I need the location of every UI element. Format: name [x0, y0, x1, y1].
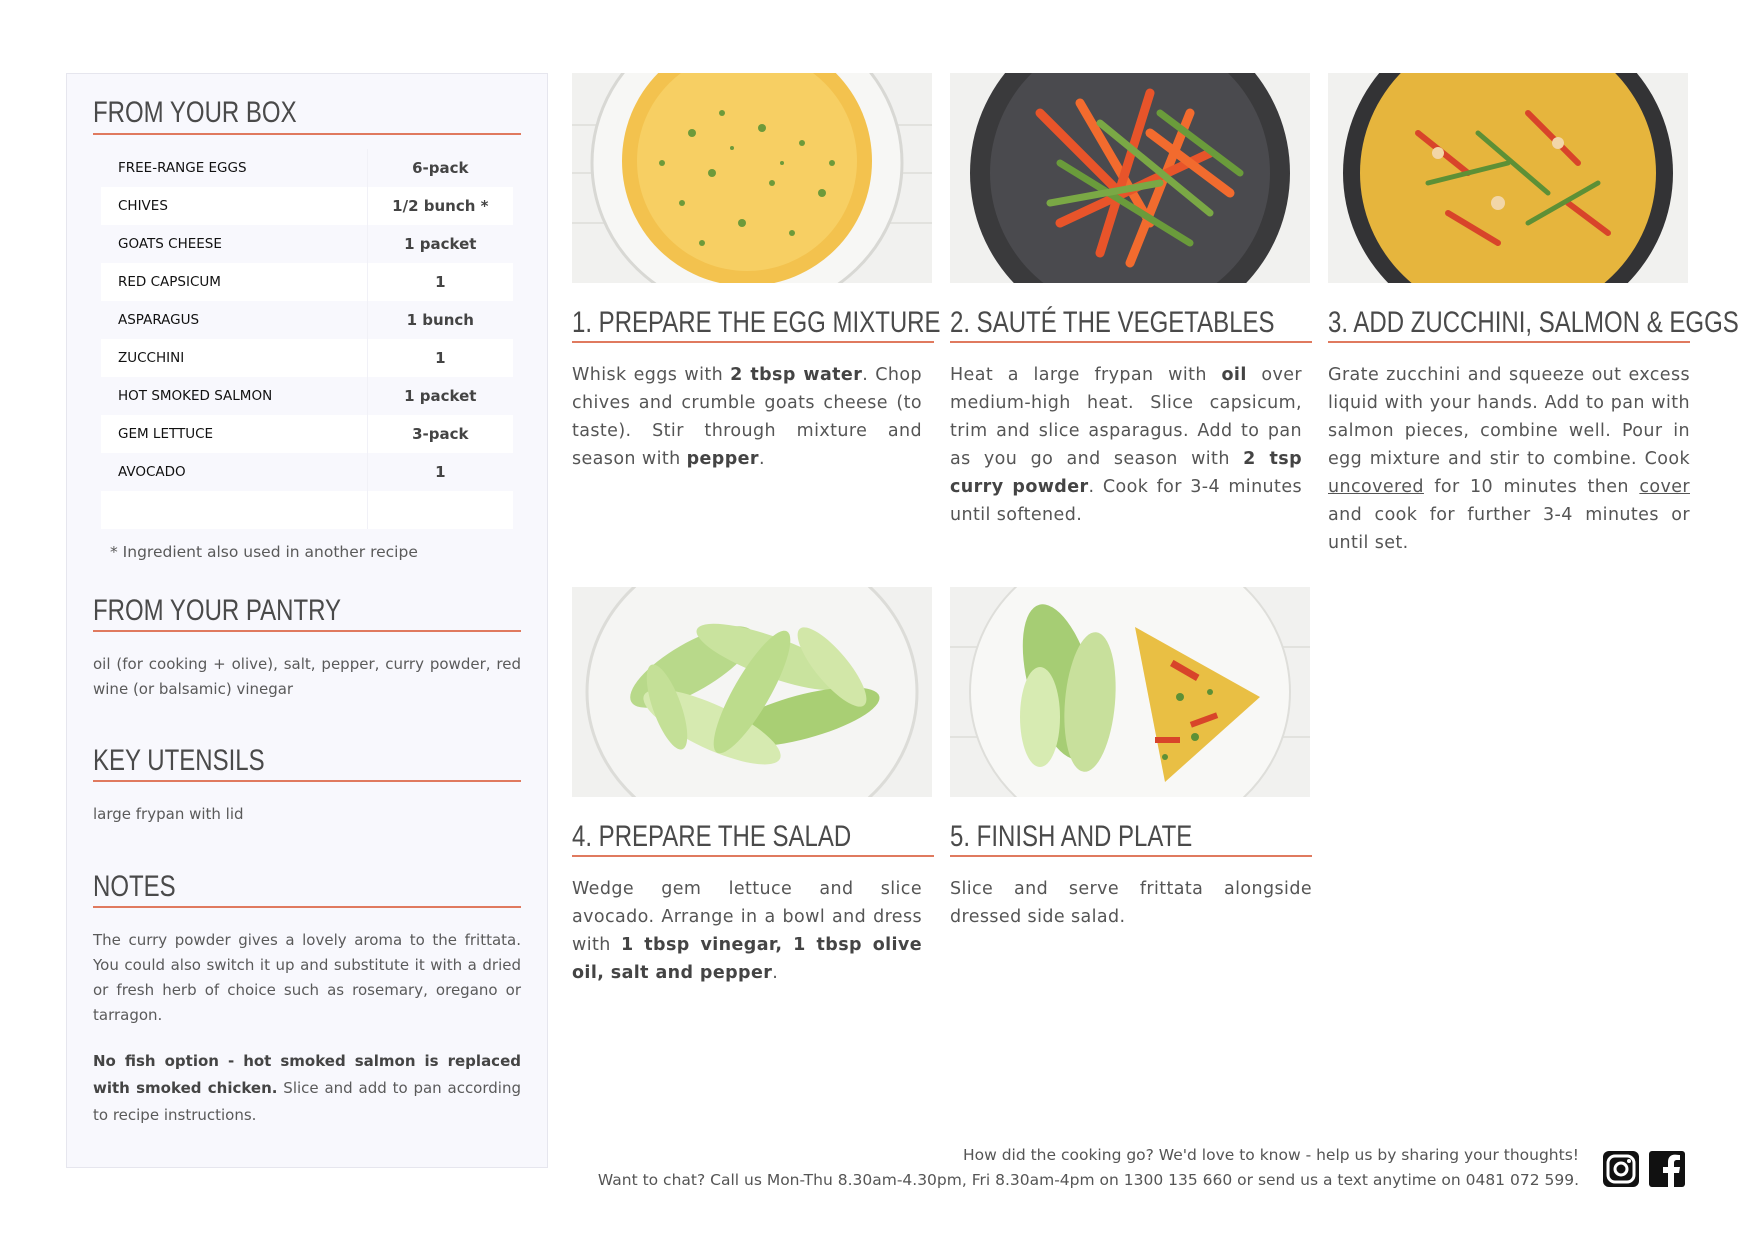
ingredient-name: ASPARAGUS	[118, 312, 200, 328]
ingredient-name: GOATS CHEESE	[118, 236, 222, 252]
notes-rule	[93, 906, 521, 908]
pantry-text: oil (for cooking + olive), salt, pepper, curry powder, red wine (or balsamic) vinegar	[93, 655, 521, 698]
from-your-box-rule	[93, 133, 521, 135]
from-your-pantry-title: FROM YOUR PANTRY	[93, 594, 342, 627]
from-your-box-title: FROM YOUR BOX	[93, 96, 297, 129]
ingredient-qty: 1	[435, 273, 446, 291]
notes-title: NOTES	[93, 870, 176, 903]
step-2-rule	[950, 341, 1312, 343]
ingredient-qty: 1 packet	[404, 235, 477, 253]
facebook-icon[interactable]	[1648, 1150, 1686, 1188]
ingredient-qty: 3-pack	[412, 425, 469, 443]
ingredient-qty: 1 bunch	[406, 311, 474, 329]
step-1-text: Whisk eggs with 2 tbsp water. Chop chives and crumble goats cheese (to taste). Stir through mixture and season with pepper.	[572, 365, 922, 469]
notes-option-rest: Slice and add to pan according to recipe instructions.	[93, 1079, 521, 1124]
ingredient-qty: 1	[435, 463, 446, 481]
ingredient-name: HOT SMOKED SALMON	[118, 388, 273, 404]
step-1-title: 1. PREPARE THE EGG MIXTURE	[572, 306, 941, 339]
ingredient-row	[101, 263, 513, 301]
step-5-rule	[950, 855, 1312, 857]
ingredient-qty: 6-pack	[412, 159, 469, 177]
key-utensils-rule	[93, 780, 521, 782]
ingredient-name: FREE-RANGE EGGS	[118, 160, 247, 176]
frittata-pan-photo	[1328, 73, 1688, 283]
ingredient-name: GEM LETTUCE	[118, 426, 214, 442]
step-4-title: 4. PREPARE THE SALAD	[572, 820, 852, 853]
ingredient-row	[101, 491, 513, 529]
step-3-title: 3. ADD ZUCCHINI, SALMON & EGGS	[1328, 306, 1739, 339]
step-3-text: Grate zucchini and squeeze out excess liquid with your hands. Add to pan with salmon pieces, combine well. Pour in egg mixture and stir to combine. Cook uncovered for 10 minutes then cover and cook for further 3-4 minutes or until set.	[1328, 365, 1690, 553]
contact-text: Want to chat? Call us Mon-Thu 8.30am-4.30pm, Fri 8.30am-4pm on 1300 135 660 or send us a text anytime on 0481 072 599.	[597, 1171, 1579, 1189]
salad-photo	[572, 587, 932, 797]
step-3-rule	[1328, 341, 1690, 343]
ingredient-row	[101, 339, 513, 377]
ingredient-row	[101, 187, 513, 225]
footer	[598, 1143, 1579, 1193]
vegetables-photo	[950, 73, 1310, 283]
step-1-rule	[572, 341, 934, 343]
feedback-text: How did the cooking go? We'd love to know - help us by sharing your thoughts!	[962, 1146, 1579, 1164]
ingredient-footnote: * Ingredient also used in another recipe	[110, 543, 418, 561]
ingredient-name: AVOCADO	[118, 464, 186, 480]
ingredient-row	[101, 377, 513, 415]
instagram-icon[interactable]	[1602, 1150, 1640, 1188]
step-2-text: Heat a large frypan with oil over medium-high heat. Slice capsicum, trim and slice asparagus. Add to pan as you go and season with 2 tsp curry powder. Cook for 3-4 minutes until softened.	[950, 365, 1302, 525]
ingredient-row	[101, 453, 513, 491]
step-4-rule	[572, 855, 934, 857]
ingredient-row	[101, 225, 513, 263]
ingredient-row	[101, 301, 513, 339]
ingredient-name: CHIVES	[118, 198, 168, 214]
notes-text: The curry powder gives a lovely aroma to the frittata. You could also switch it up and substitute it with a dried or fresh herb of choice such as rosemary, oregano or tarragon.	[93, 931, 521, 1024]
ingredient-qty: 1/2 bunch *	[392, 197, 489, 215]
ingredient-name: RED CAPSICUM	[118, 274, 221, 290]
notes-option-bold: No fish option - hot smoked salmon is replaced with smoked chicken.	[93, 1052, 521, 1097]
ingredients-table	[101, 149, 513, 529]
step-4-text: Wedge gem lettuce and slice avocado. Arrange in a bowl and dress with 1 tbsp vinegar, 1 tbsp olive oil, salt and pepper.	[572, 879, 922, 983]
ingredient-qty: 1	[435, 349, 446, 367]
from-your-pantry-rule	[93, 630, 521, 632]
ingredient-row	[101, 149, 513, 187]
egg-mixture-photo	[572, 73, 932, 283]
ingredient-row	[101, 415, 513, 453]
utensils-text: large frypan with lid	[93, 805, 244, 823]
step-5-text: Slice and serve frittata alongside dressed side salad.	[950, 879, 1312, 927]
step-5-title: 5. FINISH AND PLATE	[950, 820, 1193, 853]
key-utensils-title: KEY UTENSILS	[93, 744, 265, 777]
plated-dish-photo	[950, 587, 1310, 797]
ingredient-qty: 1 packet	[404, 387, 477, 405]
step-2-title: 2. SAUTÉ THE VEGETABLES	[950, 306, 1275, 339]
ingredient-name: ZUCCHINI	[118, 350, 185, 366]
notes-option	[93, 1048, 521, 1129]
